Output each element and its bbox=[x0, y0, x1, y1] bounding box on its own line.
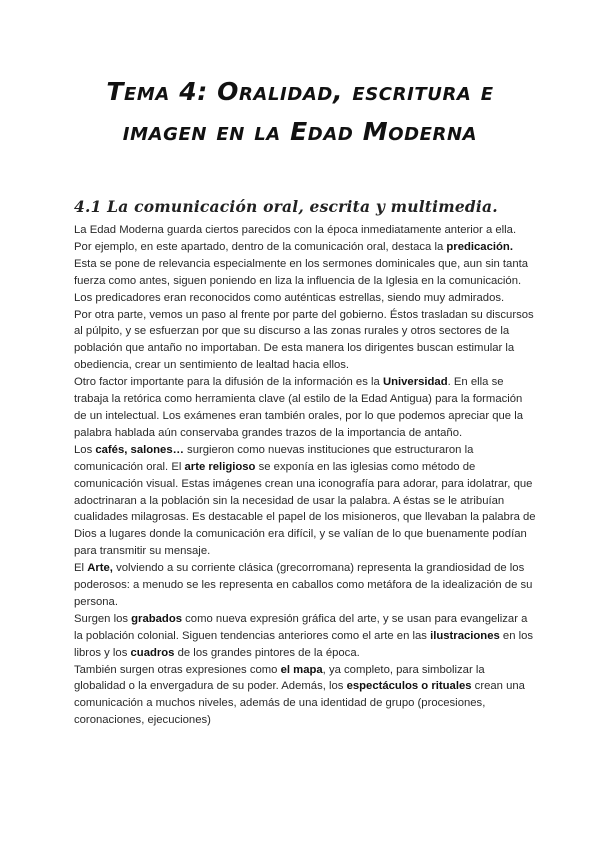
text-run: Por otra parte, vemos un paso al frente por parte del gobierno. Éstos trasladan su discursos al púlpito, y se esfuerzan por que su discurso a las zonas rurales y otros sectores de la población que antaño no importaban. De esta manera los dirigentes buscan estimular la obediencia, crear un sentimiento de lealtad hacia ellos. bbox=[74, 308, 534, 372]
text-run: Los bbox=[74, 443, 96, 456]
text-run: como nueva expresión gráfica del arte, y se usan para evangelizar a la población colonial. Siguen tendencias anteriores como el arte en las bbox=[74, 612, 528, 642]
text-run: El bbox=[74, 562, 88, 575]
bold-term: cuadros bbox=[130, 646, 175, 659]
text-run: . En ella se trabaja la retórica como herramienta clave (al estilo de la Edad Antigua) para la formación de un intelectual. Los exámenes eran también orales, por lo que podemos apreciar que la palabra hablada aún conservaba grandes trazos de la importancia de antaño. bbox=[74, 376, 524, 439]
text-run: También surgen otras expresiones como bbox=[74, 663, 281, 676]
text-run: , ya completo, para simbolizar la globalidad o la envergadura de su poder. Además, los bbox=[74, 663, 485, 693]
bold-term: espectáculos o rituales bbox=[346, 680, 472, 693]
bold-term: el mapa bbox=[280, 663, 323, 676]
text-run: crean una comunicación a muchos niveles, además de una identidad de grupo (procesiones, coronaciones, ejecuciones) bbox=[74, 680, 525, 727]
text-run: en los libros y los bbox=[74, 629, 534, 659]
text-run: La Edad Moderna guarda ciertos parecidos con la época inmediatamente anterior a ella. Por ejemplo, en este apartado, dentro de la comunicación oral, destaca la bbox=[74, 224, 517, 253]
title-line-2: imagen en la Edad Moderna bbox=[122, 117, 478, 146]
paragraph bbox=[74, 307, 536, 375]
text-run: Otro factor importante para la difusión de la información es la bbox=[74, 376, 383, 389]
paragraph bbox=[74, 611, 536, 662]
title-line-1: Tema 4: Oralidad, escritura e bbox=[106, 77, 494, 106]
bold-term: grabados bbox=[131, 612, 183, 625]
paragraph bbox=[74, 442, 536, 560]
bold-term: cafés, salones… bbox=[95, 443, 184, 456]
text-run: Esta se pone de relevancia especialmente en los sermones dominicales que, aun sin tanta fuerza como antes, siguen poniendo en liza la influencia de la Iglesia en la comunicación. Los predicadores eran reconocidos como auténticas estrellas, siendo muy admirados. bbox=[74, 257, 529, 304]
bold-term: Arte, bbox=[87, 562, 113, 575]
bold-term: ilustraciones bbox=[430, 629, 500, 642]
paragraph bbox=[74, 374, 536, 442]
bold-term: predicación. bbox=[446, 240, 513, 253]
body-text bbox=[74, 222, 536, 729]
paragraph bbox=[74, 222, 536, 307]
text-run: volviendo a su corriente clásica (grecorromana) representa la grandiosidad de los poderosos: a menudo se les representa en caballos como metáfora de la idealización de su persona. bbox=[74, 562, 533, 608]
section-heading: 4.1 La comunicación oral, escrita y multimedia. bbox=[74, 197, 498, 216]
text-run: Surgen los bbox=[74, 612, 132, 625]
text-run: de los grandes pintores de la época. bbox=[174, 646, 360, 659]
bold-term: arte religioso bbox=[184, 460, 256, 473]
paragraph bbox=[74, 662, 536, 730]
text-run: surgieron como nuevas instituciones que estructuraron la comunicación oral. El bbox=[74, 443, 474, 473]
document-title bbox=[40, 72, 560, 152]
text-run: se exponía en las iglesias como método de comunicación visual. Estas imágenes crean una iconografía para adorar, para idolatrar, que adoctrinaran a la población sin la necesidad de usar la palabra. A éstas se le atribuían cualidades milagrosas. Es destacable el papel de los misioneros, que llevaban la palabra de Dios a lugares donde la comunicación era difícil, y se valían de lo que buenamente podían para transmitir su mensaje. bbox=[74, 460, 536, 558]
paragraph bbox=[74, 560, 536, 611]
bold-term: Universidad bbox=[382, 376, 448, 389]
